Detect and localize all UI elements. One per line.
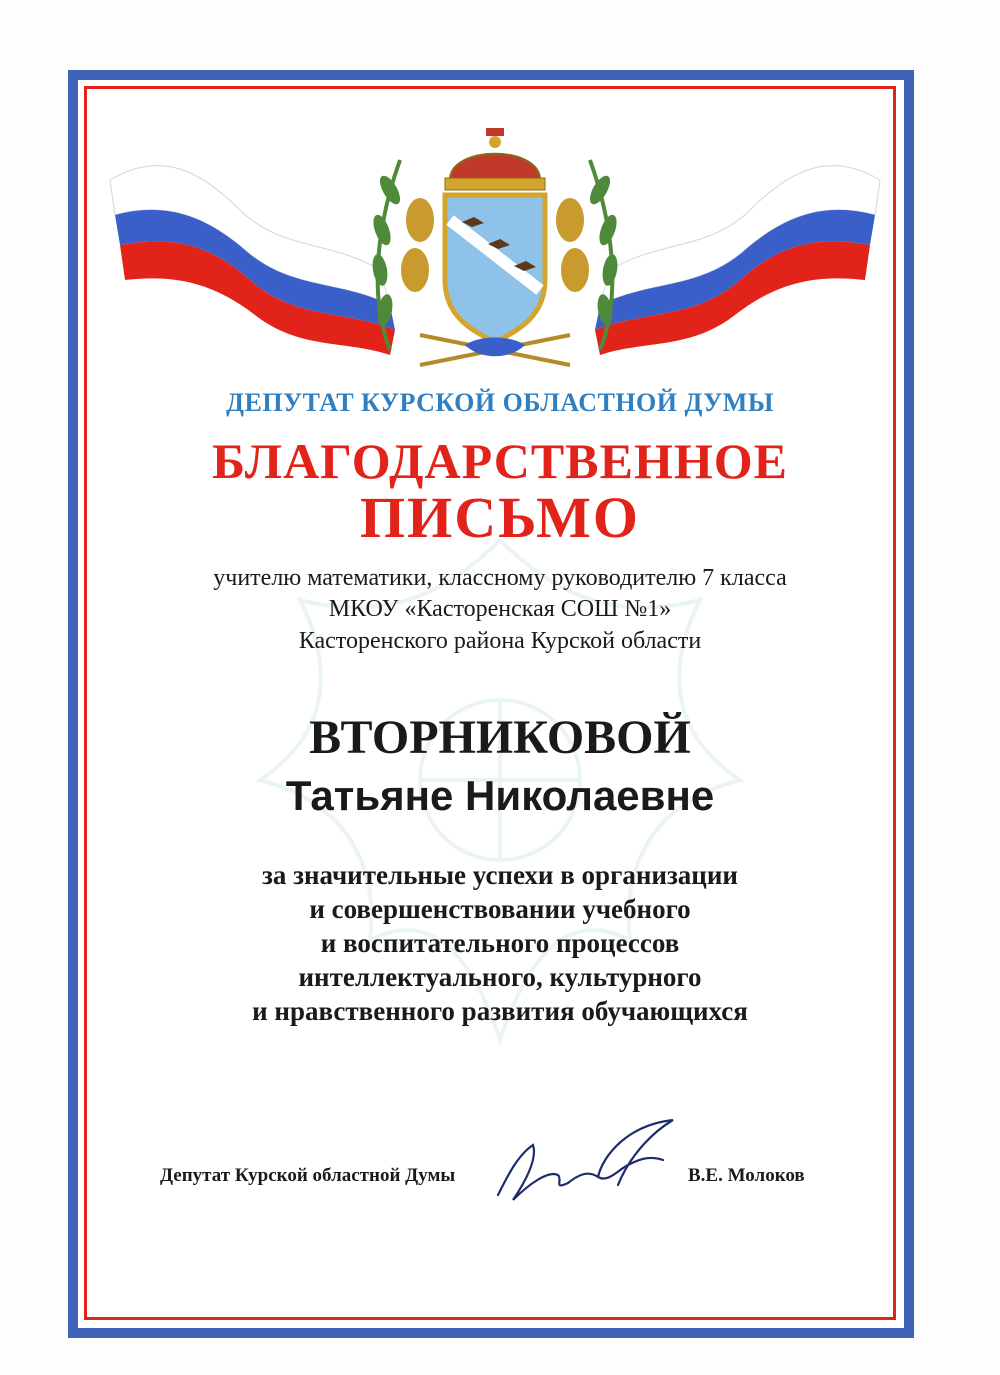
title-line-2: ПИСЬМО <box>360 485 640 550</box>
reason-line: и совершенствовании учебного <box>309 894 691 924</box>
reason-line: и нравственного развития обучающихся <box>252 996 748 1026</box>
reason-line: интеллектуального, культурного <box>298 962 702 992</box>
coat-of-arms-icon <box>90 120 900 380</box>
signature-label: Депутат Курской областной Думы <box>160 1165 456 1186</box>
recipient-district-line: Касторенского района Курской области <box>298 628 702 654</box>
issuer-heading: ДЕПУТАТ КУРСКОЙ ОБЛАСТНОЙ ДУМЫ <box>226 388 774 417</box>
recipient-school-line: МКОУ «Касторенская СОШ №1» <box>328 596 672 622</box>
reason-line: за значительные успехи в организации <box>262 860 738 890</box>
shield-icon <box>445 195 545 342</box>
crown-icon <box>445 128 545 190</box>
recipient-surname: ВТОРНИКОВОЙ <box>309 711 691 764</box>
reason-line: и воспитательного процессов <box>320 928 680 958</box>
tricolor-ribbon-right-icon <box>595 166 880 355</box>
recipient-given-name: Татьяне Николаевне <box>285 772 715 819</box>
signature-icon <box>478 1115 678 1215</box>
title-line-1: БЛАГОДАРСТВЕННОЕ <box>212 433 788 489</box>
tricolor-ribbon-left-icon <box>110 166 395 355</box>
signer-name: В.Е. Молоков <box>688 1165 805 1186</box>
recipient-position-line: учителю математики, классному руководителю 7 класса <box>213 565 787 591</box>
